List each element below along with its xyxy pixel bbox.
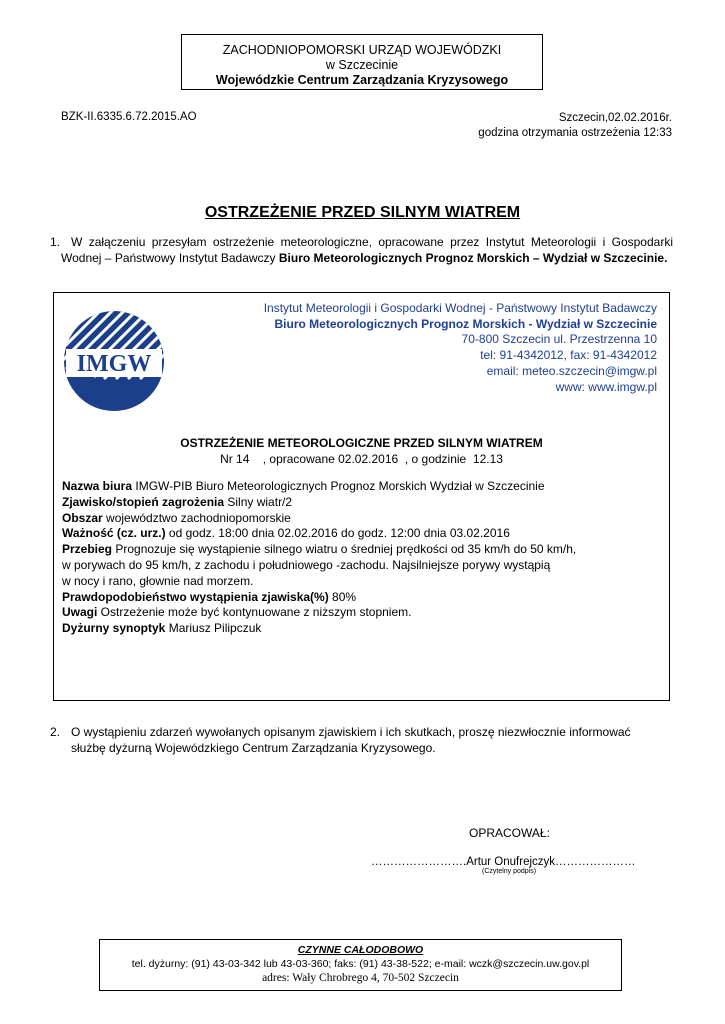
validity-row: Ważność (cz. urz.) od godz. 18:00 dnia 02.02.2016 do godz. 12:00 dnia 03.02.2016 <box>62 526 510 541</box>
warning-subtitle: Nr 14 , opracowane 02.02.2016 , o godzinie 12.13 <box>220 452 503 466</box>
institute-name: Instytut Meteorologii i Gospodarki Wodnej - Państwowy Instytut Badawczy <box>263 301 657 315</box>
office-row: Nazwa biura IMGW-PIB Biuro Meteorologicznych Prognoz Morskich Wydział w Szczecinie <box>62 479 545 493</box>
remarks-row: Uwagi Ostrzeżenie może być kontynuowane z niższym stopniem. <box>62 605 412 620</box>
office-name: ZACHODNIOPOMORSKI URZĄD WOJEWÓDZKI <box>222 43 502 57</box>
institute-website[interactable]: www: www.imgw.pl <box>555 379 657 394</box>
paragraph-2-line2: służbę dyżurną Wojewódzkiego Centrum Zarządzania Kryzysowego. <box>71 741 436 755</box>
paragraph-1-text: W załączeniu przesyłam ostrzeżenie meteorologiczne, opracowane przez Instytut Meteorologii i Gospodarki Wodnej – Państwowy Instytut Badawczy <box>61 235 673 265</box>
paragraph-2 <box>50 724 673 756</box>
institute-address: 70-800 Szczecin ul. Przestrzenna 10 <box>461 332 657 347</box>
phenomenon-row: Zjawisko/stopień zagrożenia Silny wiatr/2 <box>62 494 293 509</box>
institute-phone: tel: 91-4342012, fax: 91-4342012 <box>480 348 657 363</box>
paragraph-2-number: 2. <box>50 725 61 739</box>
paragraph-2-line1: O wystąpieniu zdarzeń wywołanych opisanym zjawiskiem i ich skutkach, proszę niezwłocznie informować <box>71 725 631 739</box>
footer-contact: tel. dyżurny: (91) 43-03-342 lub 43-03-360; faks: (91) 43-38-522; e-mail: wczk@szczecin.uw.gov.pl <box>131 958 590 970</box>
course-row-3: w nocy i rano, głownie nad morzem. <box>62 573 254 588</box>
paragraph-1-bold: Biuro Meteorologicznych Prognoz Morskich – Wydział w Szczecinie. <box>278 251 668 265</box>
institute-email[interactable]: email: meteo.szczecin@imgw.pl <box>486 363 657 378</box>
course-row-2: w porywach do 95 km/h, z zachodu i południowego -zachodu. Najsilniejsze porywy wystąpią <box>62 557 551 572</box>
forecaster-row: Dyżurny synoptyk Mariusz Pilipczuk <box>62 621 262 636</box>
footer-box <box>99 939 622 991</box>
institute-bureau: Biuro Meteorologicznych Prognoz Morskich - Wydział w Szczecinie <box>274 316 657 331</box>
footer-title: CZYNNE CAŁODOBOWO <box>297 944 424 956</box>
paragraph-1 <box>50 234 673 266</box>
warning-title: OSTRZEŻENIE METEOROLOGICZNE PRZED SILNYM WIATREM <box>180 436 543 450</box>
place-date: Szczecin,02.02.2016r. <box>558 112 672 124</box>
place-date-block <box>478 111 672 141</box>
imgw-logo <box>62 309 166 413</box>
office-header-box <box>181 34 543 90</box>
reference-number: BZK-II.6335.6.72.2015.AO <box>61 111 197 123</box>
signature-line: …………………….Artur Onufrejczyk………………… <box>371 856 636 868</box>
signature-note: (Czytelny podpis) <box>482 868 537 875</box>
crisis-center-name: Wojewódzkie Centrum Zarządzania Kryzysowego <box>215 73 509 87</box>
prepared-by-label: OPRACOWAŁ: <box>469 826 550 840</box>
office-city: w Szczecinie <box>325 58 399 72</box>
logo-lettering: IMGW <box>76 351 152 377</box>
warning-details <box>62 479 622 637</box>
paragraph-1-number: 1. <box>50 235 61 249</box>
received-time: godzina otrzymania ostrzeżenia 12:33 <box>478 127 672 139</box>
footer-address: adres: Wały Chrobrego 4, 70-502 Szczecin <box>262 972 459 984</box>
course-row: Przebieg Prognozuje się wystąpienie silnego wiatru o średniej prędkości od 35 km/h do 50 km/h, <box>62 542 577 557</box>
document-title: OSTRZEŻENIE PRZED SILNYM WIATREM <box>204 204 521 221</box>
probability-row: Prawdopodobieństwo wystąpienia zjawiska(%) 80% <box>62 589 357 604</box>
area-row: Obszar województwo zachodniopomorskie <box>62 510 291 525</box>
institute-block <box>264 301 657 395</box>
